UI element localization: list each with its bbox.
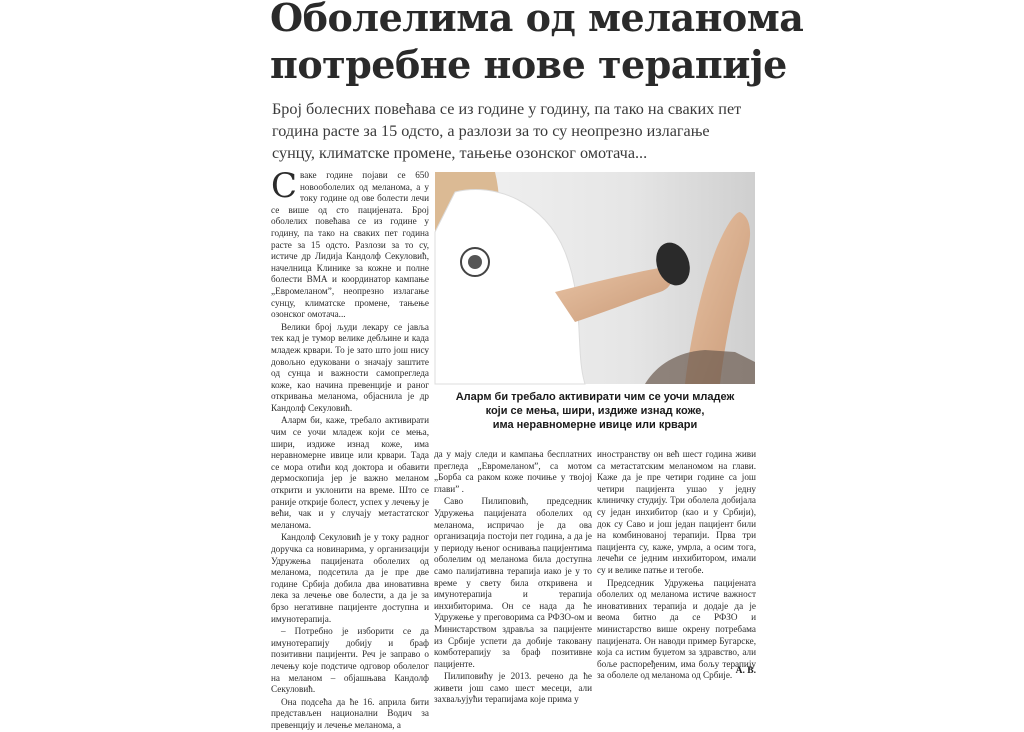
caption-line-3: има неравномерне ивице или крвари	[492, 419, 698, 431]
paragraph: Она подсећа да ће 16. априла бити представљен национални Водич за превенцију и лечење меланома, а	[271, 696, 429, 730]
paragraph: Велики број људи лекару се јавља тек кад је тумор велике дебљине и када младеж крвари. То је зато што још нису довољно едуковани о значају заштите од сунца и важности самопрегледа коже, као начина превенције и раног откривања меланома, објаснила је др Кандолф Секуловић.	[271, 321, 429, 413]
paragraph: Саво Пилиповић, председник Удружења пацијената оболелих од меланома, испричао је да ова организација постоји пет година, а да је у периоду њеног оснивања пацијентима оболелим од меланома била доступна само палијативна терапија иако је у то време у свету била откривена и имунотерапија и терапија инхибиторима. Он се нада да ће Удружење у преговорима са РФЗО-ом и Министарством здравља за пацијенте из Србије успети да добије таковану комботерапију за браф позитивне пацијенте.	[434, 496, 592, 669]
newspaper-page	[270, 0, 804, 730]
caption-line-1: Аларм би требало активирати чим се уочи младеж	[455, 391, 735, 403]
paragraph: Кандолф Секуловић је у току радног доручка са новинарима, у организацији Удружења пацијената оболелих од меланома, подсетила да је пре две године Србија добила два иновативна лека за лечење ове болести, а да је за брзо негативне пацијенте доступна и имунотерапија.	[271, 532, 429, 624]
paragraph: да у мају следи и кампања бесплатних прегледа „Евромеланом”, са мотом „Борба са раком коже почиње у твојој глави” .	[434, 449, 592, 494]
caption-line-2: који се мења, шири, издиже изнад коже,	[485, 405, 705, 417]
headline-line-1: Оболелима од меланома	[270, 0, 804, 40]
headline-line-2: потребне нове терапије	[270, 42, 787, 87]
article-headline	[270, 0, 804, 88]
paragraph: иностранству он већ шест година живи са метастатским меланомом на глави. Каже да је пре четири године са још четири пацијента ушао у једну клиничку студију. Три оболела добијала су један инхибитор (као и у Србији), док су Саво и још један пацијент били на комбинованој терапији. Прва три пацијента су, каже, умрла, а осим тога, лечећи се једним инхибитором, имали су и велике патње и тегобе.	[597, 449, 756, 575]
paragraph: Аларм би, каже, требало активирати чим се уочи младеж који се мења, шири, издиже изнад коже, има неравномерне ивице или крвари. Тада се мора отићи код доктора и обавити дермоскопија јер је важно меланом открити и уклонити на време. Што се раније открије болест, успех у лечењу је већи, чак и у случају метастатског меланома.	[271, 415, 429, 530]
article-column-3	[597, 449, 756, 681]
dermoscopy-photo-illustration	[435, 172, 755, 384]
article-column-2	[434, 449, 592, 705]
article-column-1	[271, 166, 429, 730]
paragraph: Сваке године појави се 650 новооболелих од меланома, а у току године од ове болести лечи се више од сто пацијената. Број оболелих повећава се из године у годину, па тако на сваких пет година расте за 15 одсто. Разлози за то су, истиче др Лидија Кандолф Секуловић, начелница Клинике за кожне и полне болести ВМА и координатор кампање „Евромеланом”, неопрезно излагање сунцу, климатске промене, тањење озонског омотача...	[271, 166, 429, 320]
article-deck: Број болесних повећава се из године у годину, па тако на сваких пет година расте за 15 одсто, а разлози за то су неопрезно излагање сунцу, климатске промене, тањење озонског омотача...	[272, 100, 742, 162]
paragraph: Председник Удружења пацијената оболелих од меланома истиче важност иновативних терапија и додаје да је веома битно да се РФЗО и министарство више окрену потребама пацијената. Он наводи пример Бугарске, која са истим буџетом за здравство, али боље распоређеним, има бољу терапију за оболеле од меланома од Србије.	[597, 577, 756, 681]
paragraph: – Потребно је изборити се да имунотерапију добију и браф позитивни пацијенти. Реч је заправо о лечењу које подстиче одговор оболелог на меланом – објашњава Кандолф Секуловић.	[271, 626, 429, 695]
paragraph: Пилиповићу је 2013. речено да ће живети још само шест месеци, али захваљујући терапијама које прима у	[434, 671, 592, 705]
drop-cap: С	[271, 166, 298, 206]
article-photo	[435, 172, 755, 384]
byline: А. В.	[735, 666, 756, 676]
photo-caption	[434, 390, 756, 432]
